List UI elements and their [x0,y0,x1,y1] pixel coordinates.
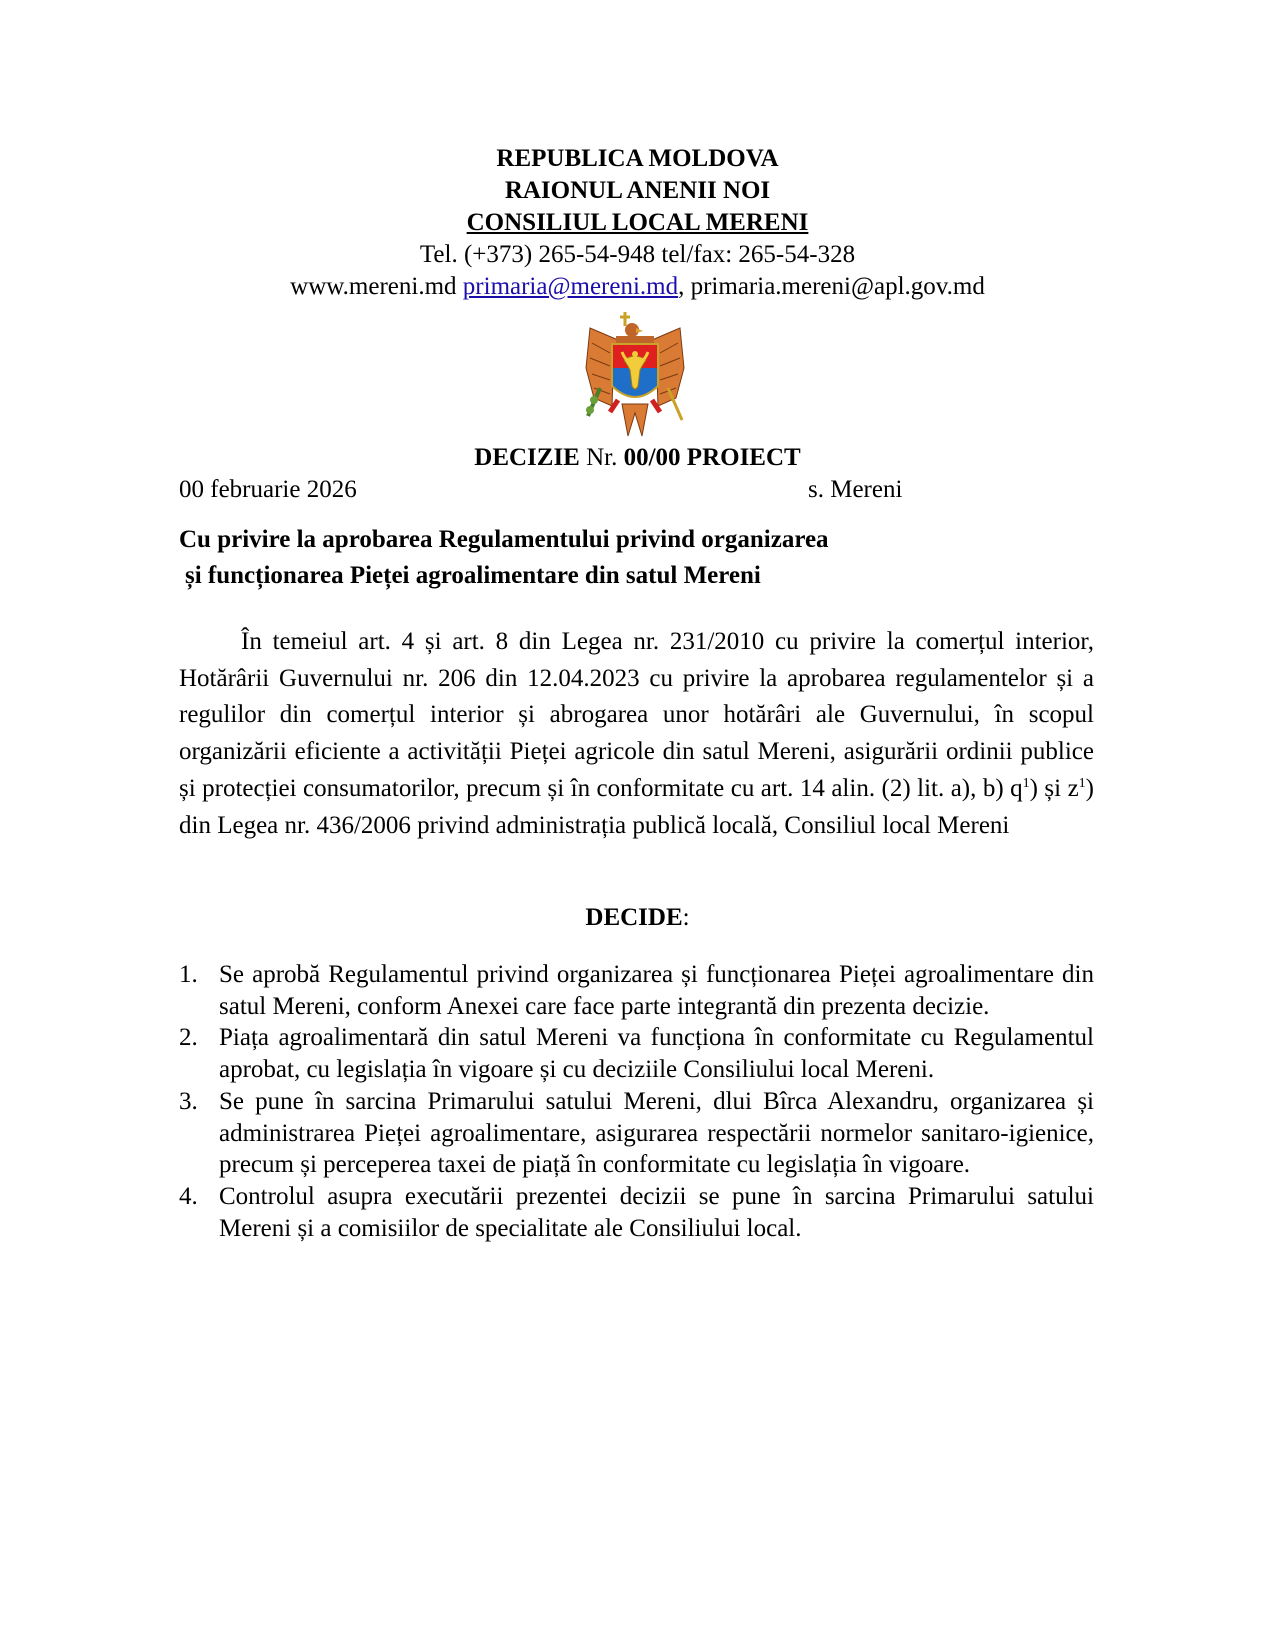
item-number: 3. [179,1087,198,1115]
item-text: Piața agroalimentară din satul Mereni va funcționa în conformitate cu Regulamentul aprobat, cu legislația în vigoare și cu deciziile Consiliului local Mereni. [219,1024,1094,1084]
superscript-2: 1 [1078,775,1086,791]
decision-number: 00/00 PROIECT [623,444,801,471]
decide-heading [0,902,1275,934]
item-number: 4. [179,1182,198,1210]
item-text: Controlul asupra executării prezentei decizii se pune în sarcina Primarului satului Mereni și a comisiilor de specialitate ale Consiliului local. [219,1182,1094,1242]
separator: , [678,273,685,300]
header-council-wrap [0,207,1275,239]
item-number: 1. [179,961,198,988]
item-number: 2. [179,1024,198,1052]
header-council: CONSILIUL LOCAL MERENI [466,209,809,236]
decision-items [179,959,1094,1244]
list-item [179,959,1094,1022]
preamble-paragraph [179,624,1094,844]
preamble-text-1: În temeiul art. 4 și art. 8 din Legea nr. 231/2010 cu privire la comerțul interior, Hotărârii Guvernului nr. 206 din 12.04.2023 cu privire la aprobarea regulamentelor și a regulilor din comerțul interior și abrogarea unor hotărâri ale Guvernului, în scopul organizării eficiente a activității Pieței agricole din satul Mereni, asigurării ordinii publice și protecției consumatorilor, precum și în conformitate cu art. 14 alin. (2) lit. a), b) q [179,628,1094,802]
title-line-2: și funcționarea Pieței agroalimentare din satul Mereni [185,562,761,589]
list-item [179,1022,1094,1085]
decide-colon: : [682,904,690,931]
list-item [179,1181,1094,1244]
header-phone: Tel. (+373) 265-54-948 tel/fax: 265-54-328 [419,241,856,268]
item-text: Se pune în sarcina Primarului satului Mereni, dlui Bîrca Alexandru, organizarea și administrarea Pieței agroalimentare, asigurarea respectării normelor sanitaro-igienice, precum și perceperea taxei de piață în conformitate cu legislația în vigoare. [219,1087,1094,1179]
decision-label: DECIZIE [474,444,580,471]
decision-place: s. Mereni [808,476,903,503]
email-link[interactable]: primaria@mereni.md [462,273,679,300]
website-text: www.mereni.md [290,273,457,300]
preamble-text-3: ) din Legea nr. 436/2006 privind administrația publică locală, Consiliul local Mereni [179,774,1094,839]
preamble-text-2: ) și z [1029,774,1079,802]
email-alt: primaria.mereni@apl.gov.md [690,273,985,300]
decision-nr-label: Nr. [586,444,618,471]
decide-label: DECIDE [585,904,683,931]
header-country: REPUBLICA MOLDOVA [496,145,779,172]
superscript-1: 1 [1022,775,1030,791]
header-district: RAIONUL ANENII NOI [504,177,771,204]
item-text: Se aprobă Regulamentul privind organizarea și funcționarea Pieței agroalimentare din satul Mereni, conform Anexei care face parte integrantă din prezenta decizie. [219,961,1094,1020]
decision-date: 00 februarie 2026 [179,476,357,503]
list-item [179,1086,1094,1181]
header-contacts [0,271,1275,303]
decision-heading [0,442,1275,474]
coat-of-arms-icon [580,308,690,443]
title-line-1: Cu privire la aprobarea Regulamentului privind organizarea [179,526,829,553]
